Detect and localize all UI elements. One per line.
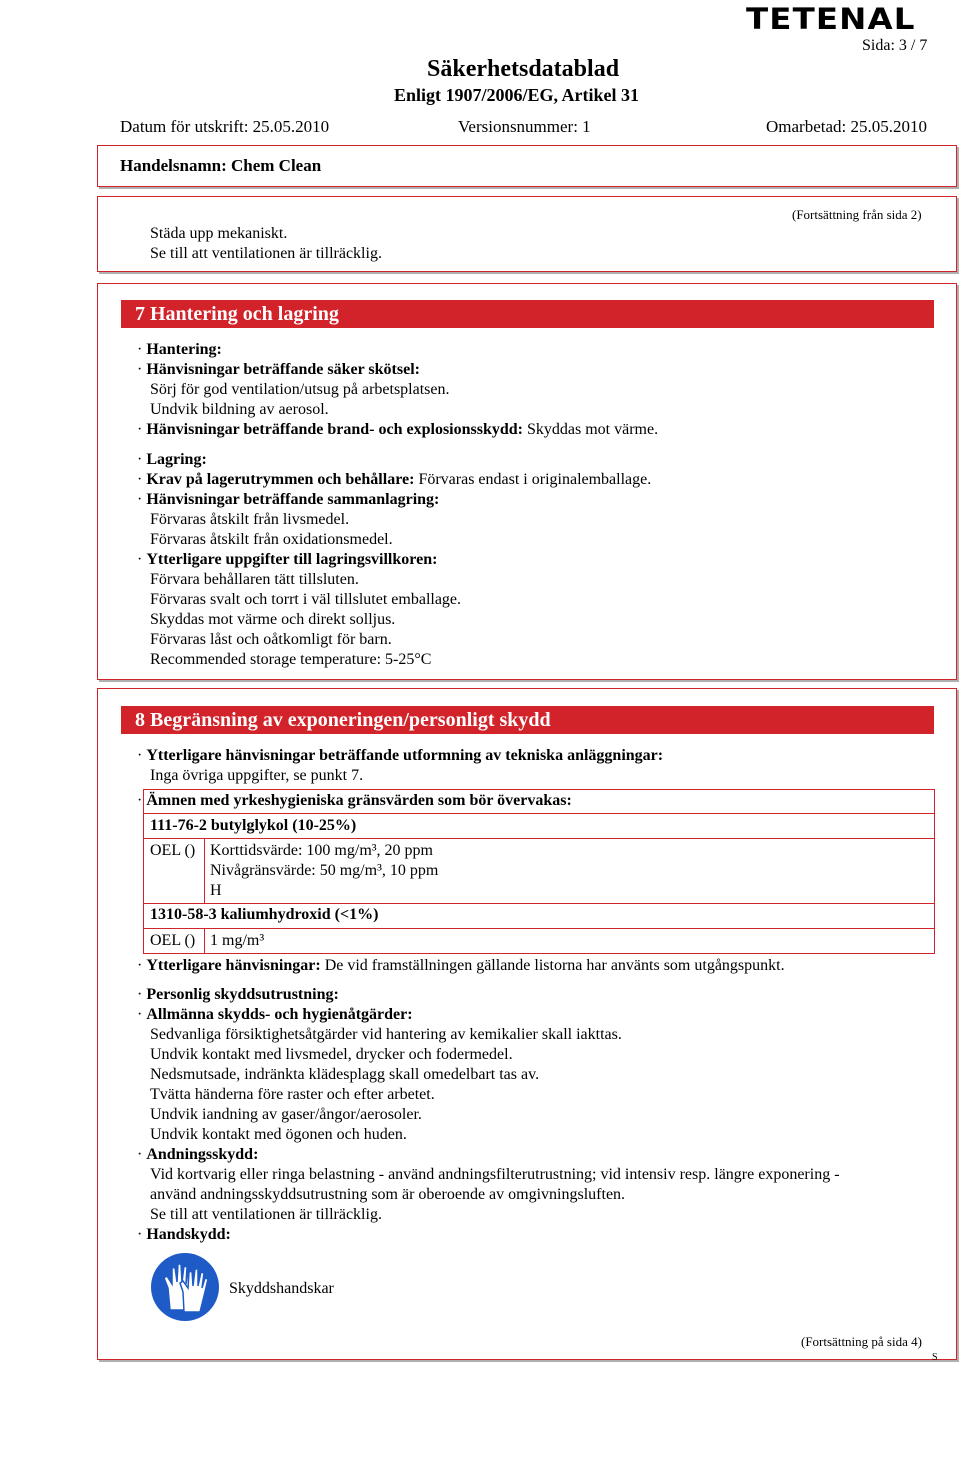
storage-heading: · Lagring: [137,451,207,468]
co-storage-heading: · Hänvisningar beträffande sammanlagring: [137,491,440,508]
footer-mark: S [932,1352,938,1363]
page-number: Sida: 3 / 7 [862,37,928,54]
trade-name: Handelsnamn: Chem Clean [120,156,322,175]
text-line: Sedvanliga försiktighetsåtgärder vid hantering av kemikalier skall iakttas. [150,1026,622,1043]
text-line: Förvaras låst och oåtkomligt för barn. [150,631,392,648]
substance-name: 1310-58-3 kaliumhydroxid (<1%) [150,906,379,923]
text-line: Recommended storage temperature: 5-25°C [150,651,432,668]
company-logo: TETENAL [746,2,916,36]
document-subtitle: Enligt 1907/2006/EG, Artikel 31 [394,85,640,105]
text-line: Inga övriga uppgifter, se punkt 7. [150,767,364,784]
oel-value: Korttidsvärde: 100 mg/m³, 20 ppm [210,842,433,859]
ppe-heading: · Personlig skyddsutrustning: [137,986,339,1003]
additional-notes-line: · Ytterligare hänvisningar: De vid framställningen gällande listorna har använts som utgångspunkt. [137,957,785,974]
continued-on-note: (Fortsättning på sida 4) [801,1334,922,1349]
text-line: Vid kortvarig eller ringa belastning - använd andningsfilterutrustning; vid intensiv resp. längre exponering - [150,1166,840,1183]
version-number: Versionsnummer: 1 [458,117,591,136]
text-line: Se till att ventilationen är tillräcklig. [150,1206,382,1223]
text-line: Undvik iandning av gaser/ångor/aerosoler. [150,1106,422,1123]
oel-value: H [210,882,222,899]
handling-heading: · Hantering: [137,341,222,358]
text-line: Tvätta händerna före raster och efter arbetet. [150,1086,435,1103]
oel-label: OEL () [150,842,196,859]
fire-protection-line: · Hänvisningar beträffande brand- och explosionsskydd: Skyddas mot värme. [137,421,659,438]
oel-value: 1 mg/m³ [210,932,265,949]
continued-from-note: (Fortsättning från sida 2) [792,207,922,222]
storage-further-heading: · Ytterligare uppgifter till lagringsvillkoren: [137,551,438,568]
safe-handling-heading: · Hänvisningar beträffande säker skötsel: [137,361,420,378]
text-line: Förvaras åtskilt från livsmedel. [150,511,350,528]
text-line: Förvara behållaren tätt tillsluten. [150,571,359,588]
text-line: Sörj för god ventilation/utsug på arbetsplatsen. [150,381,450,398]
text-line: använd andningsskyddsutrustning som är oberoende av omgivningsluften. [150,1186,626,1203]
table-column-divider [204,839,205,903]
text-line: Städa upp mekaniskt. [150,225,288,242]
hygiene-heading: · Allmänna skydds- och hygienåtgärder: [137,1006,413,1023]
section-8-title: 8 Begränsning av exponeringen/personligt skydd [121,706,934,734]
glove-caption: Skyddshandskar [229,1280,334,1297]
storage-requirements-line: · Krav på lagerutrymmen och behållare: Förvaras endast i originalemballage. [137,471,652,488]
text-line: Se till att ventilationen är tillräcklig. [150,245,382,262]
gloves-icon [150,1252,220,1322]
exposure-limits-heading: · Ämnen med yrkeshygieniska gränsvärden som bör övervakas: [137,792,572,809]
text-line: Nedsmutsade, indränkta klädesplagg skall omedelbart tas av. [150,1066,540,1083]
oel-label: OEL () [150,932,196,949]
text-line: Undvik kontakt med ögonen och huden. [150,1126,407,1143]
text-line: Förvaras åtskilt från oxidationsmedel. [150,531,393,548]
text-line: Undvik kontakt med livsmedel, drycker och fodermedel. [150,1046,513,1063]
technical-measures-heading: · Ytterligare hänvisningar beträffande utformning av tekniska anläggningar: [137,747,664,764]
text-line: Undvik bildning av aerosol. [150,401,329,418]
substance-name: 111-76-2 butylglykol (10-25%) [150,817,357,834]
oel-value: Nivågränsvärde: 50 mg/m³, 10 ppm [210,862,439,879]
table-column-divider [204,929,205,954]
revised-date: Omarbetad: 25.05.2010 [766,117,927,136]
respiratory-heading: · Andningsskydd: [137,1146,259,1163]
text-line: Förvaras svalt och torrt i väl tillslutet emballage. [150,591,462,608]
print-date: Datum för utskrift: 25.05.2010 [120,117,330,136]
document-title: Säkerhetsdatablad [427,56,620,82]
section-7-title: 7 Hantering och lagring [121,300,934,328]
hand-protection-heading: · Handskydd: [137,1226,231,1243]
text-line: Skyddas mot värme och direkt solljus. [150,611,396,628]
